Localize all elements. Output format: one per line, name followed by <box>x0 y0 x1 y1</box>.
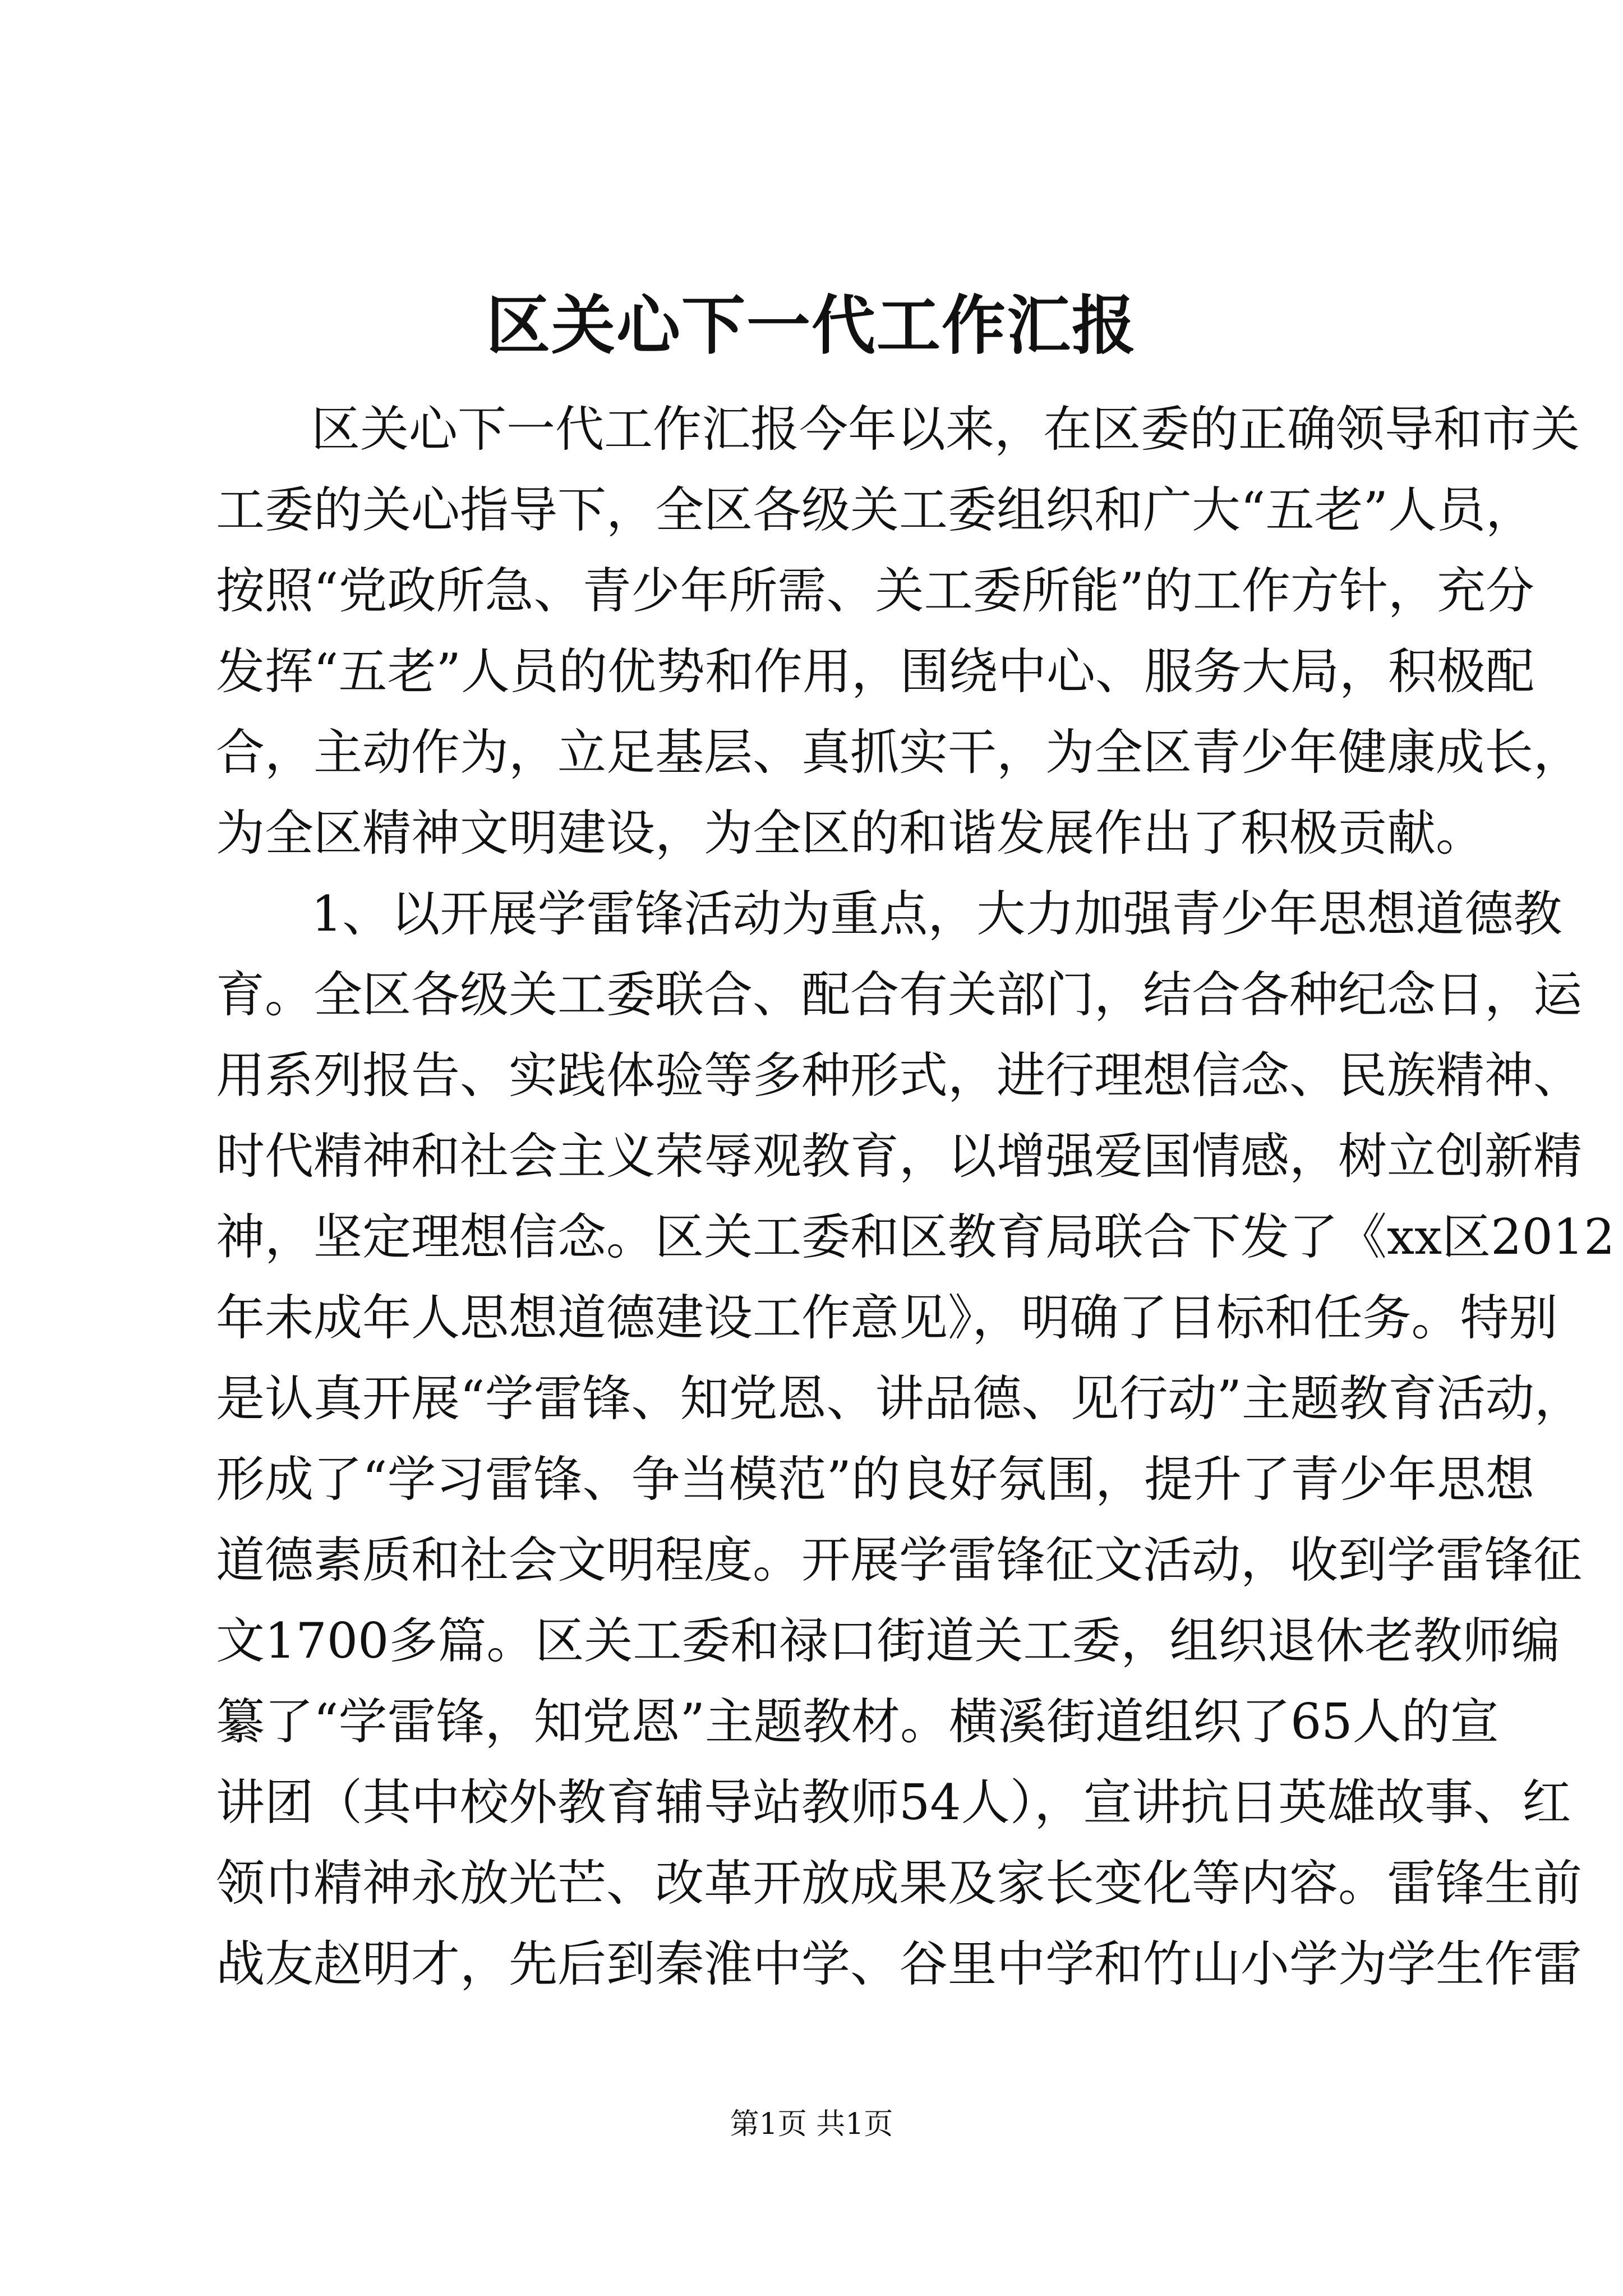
paragraph-line: 按照“党政所急、青少年所需、关工委所能”的工作方针，充分 <box>216 562 1534 619</box>
document-title: 区关心下一代工作汇报 <box>486 288 1137 363</box>
paragraph-line: 时代精神和社会主义荣辱观教育，以增强爱国情感，树立创新精 <box>216 1128 1582 1185</box>
paragraph-line: 发挥“五老”人员的优势和作用，围绕中心、服务大局，积极配 <box>216 643 1534 700</box>
paragraph-line: 领巾精神永放光芒、改革开放成果及家长变化等内容。雷锋生前 <box>216 1855 1582 1912</box>
paragraph-line: 合，主动作为，立足基层、真抓实干，为全区青少年健康成长， <box>216 724 1582 781</box>
paragraph-line: 为全区精神文明建设，为全区的和谐发展作出了积极贡献。 <box>216 804 1484 862</box>
paragraph-line: 讲团（其中校外教育辅导站教师54人），宣讲抗日英雄故事、红 <box>216 1774 1571 1831</box>
paragraph-line: 形成了“学习雷锋、争当模范”的良好氛围，提升了青少年思想 <box>216 1451 1534 1508</box>
paragraph-line: 战友赵明才，先后到秦淮中学、谷里中学和竹山小学为学生作雷 <box>216 1935 1582 1993</box>
paragraph-line: 是认真开展“学雷锋、知党恩、讲品德、见行动”主题教育活动， <box>216 1370 1583 1427</box>
paragraph-line: 神，坚定理想信念。区关工委和区教育局联合下发了《xx区2012 <box>216 1208 1615 1266</box>
paragraph-line: 纂了“学雷锋，知党恩”主题教材。横溪街道组织了65人的宣 <box>216 1693 1499 1750</box>
paragraph-line: 区关心下一代工作汇报今年以来，在区委的正确领导和市关 <box>311 401 1580 458</box>
paragraph-line: 用系列报告、实践体验等多种形式，进行理想信念、民族精神、 <box>216 1047 1582 1104</box>
paragraph-line: 文1700多篇。区关工委和禄口街道关工委，组织退休老教师编 <box>216 1612 1560 1669</box>
page-footer: 第1页 共1页 <box>730 2108 893 2141</box>
paragraph-line: 1、以开展学雷锋活动为重点，大力加强青少年思想道德教 <box>311 885 1562 942</box>
paragraph-line: 道德素质和社会文明程度。开展学雷锋征文活动，收到学雷锋征 <box>216 1531 1582 1589</box>
paragraph-line: 工委的关心指导下，全区各级关工委组织和广大“五老”人员， <box>216 481 1534 539</box>
paragraph-line: 年未成年人思想道德建设工作意见》，明确了目标和任务。特别 <box>216 1289 1558 1346</box>
paragraph-line: 育。全区各级关工委联合、配合有关部门，结合各种纪念日，运 <box>216 966 1582 1023</box>
